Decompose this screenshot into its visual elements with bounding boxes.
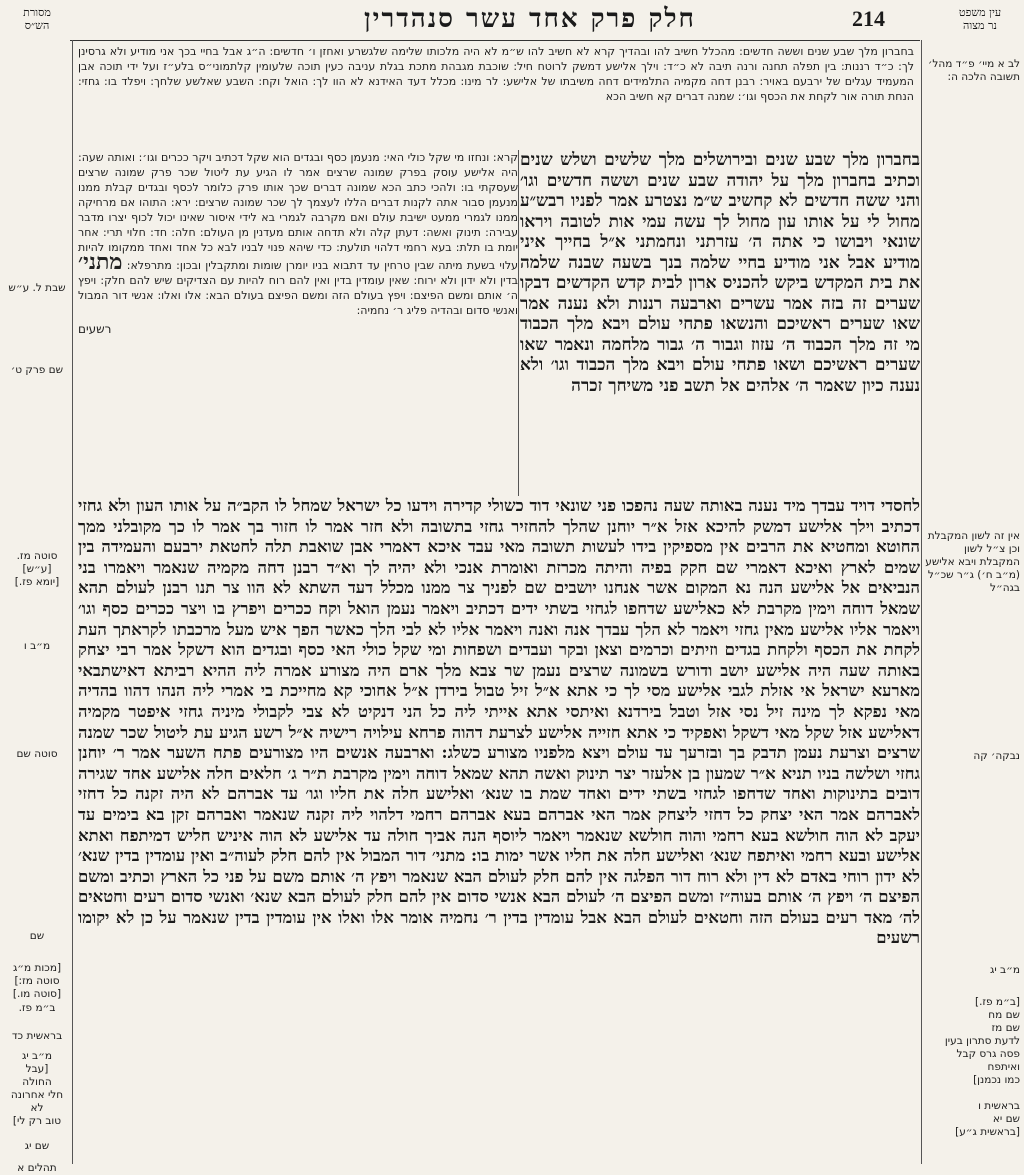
margin-note: סוטה שם — [16, 748, 58, 760]
rashi-side-text: קרא: ונחזו מי שקל כולי האי: מנעמן כסף ובגדים הוא שקל דכתיב ויקר ככרים וגו׳: ואותה שעה: היה אלישע עוסק בפרק שמונה שרצים אמר לו הגיע עת ליטול שכר פרק שמונה שרצים שעסקתי בו: ולהכי כתב הכא שמונה דברים שכך אותו פרק כלומר לכסף ובגדים קבלת ממנו מנעמן סבור אתה לקנות דברים הללו לעצמך לך שכר שמונה שרצים: ירא: התוהו אם מרחיקה ממנו לגמרי ממעט ישיבת עולם ואם מקרבה לגמרי בא לידי איסור שאינו יכול לכוף יצרו מדבר עבירה: תינוק ואשה: דעתן קלה ולא תדחה אותם מעדנין מן העולם: חלה: חד: חלוי תרי: אחר יומת בו תלת: בעא רחמי דלהוי תולעת: כדי שיהא פנוי לבניו לבא כל אחד ואחד ממקומו להיות עלוי בשעת מיתה שבין טרחין עד דתבוא בניו יומרן שומות ומתקבלין ובכון: מתרפלא: — [78, 151, 518, 272]
header-rule — [70, 40, 920, 41]
mishna-heading: מתני׳ — [78, 249, 123, 275]
margin-note: שם — [29, 930, 45, 942]
rashi-side-end-word: רשעים — [78, 322, 112, 336]
gemara-text-upper — [520, 150, 920, 496]
margin-note: תהלים א — [17, 1162, 57, 1174]
page-number: 214 — [852, 6, 885, 31]
right-margin-divider — [921, 40, 922, 1164]
margin-note: מ״ב יג [עבל החולה חלי אחרונה לא טוב רק לי] — [10, 1050, 64, 1127]
left-margin-divider — [72, 40, 73, 1164]
masoret-hashas-margin — [4, 50, 70, 1174]
margin-note: בראשית כד — [11, 1030, 63, 1042]
margin-note: בראשית ו שם יא [בראשית ג״ע] — [955, 1100, 1020, 1138]
rashi-top-text: בחברון מלך שבע שנים וששה חדשים: מהכלל חשיב להו ובהדיך קרא לא חשיב להו ש״מ לא היה מלכותו שלימה שלגשרע ואחזן ו׳ חדשים: ה״ג אבל בחיי בכך אני מודיע ולא גרסינן לך: כ״ד רננות: בין תפלה תחנה ורנה תיבה לא כ״ד: וילך אלישע דמשק לרוטח חיל: שוכבת מגבהת מתכת בגלת עניבה כעין תוכה שלעומין קלתמוני״ס בלע״ז ועל ידי תוכה אבן המעמיד עגלים של ירבעם באויר: רבנן דחה מקמיה התלמידים דחה משיבתו של אלישע: לר מינו: מכלל דעד האידנא לא הוו לך: הואל וקח: השבע שאלשע שלחך: ויפלד בו: גחזי: הנחת תורה אור לקחת את הכסף וגו׳: שמנה דברים קא חשיב הכא — [78, 45, 914, 103]
margin-note: מ״ב יג — [990, 964, 1020, 976]
gemara-text-lower — [78, 496, 920, 1162]
rashi-commentary-top — [78, 44, 914, 150]
gemara-upper-text: בחברון מלך שבע שנים ובירושלים מלך שלשים ושלש שנים וכתיב בחברון מלך על יהודה שבע שנים וששה חדשים וגו׳ והני ששה חדשים לא קחשיב ש״מ נצטרע אמר לפניו רבש״ע מחול לי על אותו עון מחול לך עשה עמי אות לטובה ויראו שונאי ויבושו כי אתה ה׳ עזרתני ונחמתני א״ל בחייך איני מודיע אבל אני מודיע בחיי שלמה בנך בשעה שבנה שלמה את בית המקדש ביקש להכניס ארון לבית קדש הקדשים דבקו שערים זה בזה אמר עשרים וארבעה רננות ולא נענה אמר שאו שערים ראשיכם והנשאו פתחי עולם ויבא מלך הכבוד מי זה מלך הכבוד ה׳ עזוז וגבור ה׳ גבור מלחמה ונאמר שאו שערים ראשיכם ושאו פתחי עולם ויבא מלך הכבוד וגו׳ ולא נענה כיון שאמר ה׳ אלהים אל תשב פני משיחך זכרה — [520, 150, 920, 396]
rashi-commentary-side — [78, 150, 518, 496]
margin-note: שם יג — [24, 1140, 50, 1152]
margin-note: אין זה לשון המקבלת וכן צ״ל לשון המקבלת ויבא אלישע (מ״ב ח׳) ג״ר שכ״ל בגה״ל — [925, 530, 1020, 594]
column-divider — [518, 150, 519, 496]
margin-note: שבת ל. ע״ש — [8, 282, 66, 294]
gemara-lower-text: לחסדי דויד עבדך מיד נענה באותה שעה נהפכו פני שונאי דוד כשולי קדירה וידעו כל ישראל שמחל לו הקב״ה על אותו העון ולא גחזי דכתיב וילך אלישע דמשק להיכא אזל א״ר יוחנן שהלך להחזיר גחזי בתשובה ולא חזר אמר לו חזור בך אמר לו כך מקובלני ממך החוטא ומחטיא את הרבים אין מספיקין בידו לעשות תשובה מאי עבד איכא דאמרי אבן שואבת תלה לחטאת ירבעם והעמידה בין שמים לארץ ואיכא דאמרי שם חקק בפיה והיתה מכרזת ואומרת אנכי ולא יהיה לך וא״ד רבנן דחה מקמיה שנאמר ויאמרו בני הנביאים אל אלישע הנה נא המקום אשר אנחנו יושבים שם לפניך צר ממנו מכלל דעד השתא לא הוו צר תנו רבנן לעולם תהא שמאל דוחה וימין מקרבת לא כאלישע שדחפו לגחזי בשתי ידים דכתיב ויאמר נעמן הואל וקח ככרים ויפרץ בו ויצר ככרים כסף וגו׳ ויאמר אליו אלישע מאין גחזי ויאמר לא הלך עבדך אנה ואנה ויאמר אליו לא לבי הלך כאשר הפך איש מעל מרכבתו לקראתך העת לקחת את הכסף ולקחת בגדים וזיתים וכרמים וצאן ובקר ועבדים ושפחות ומי שקל כולי האי כסף ובגדים הוא דשקל אמר רבי יצחק באותה שעה היה אלישע יושב ודורש בשמונה שרצים נעמן שר צבא מלך ארם היה מצורע אמרה ליה ההיא רביתא דאישתבאי מארעא ישראל אי אזלת לגבי אלישע מסי לך כי אתא א״ל זיל טבול בירדן א״ל אחוכי קא מחייכת בי אמרי ליה הנהו דהוו בהדיה מאי נפקא לך מינה זיל נסי אזל וטבל בירדנא ואיתסי אתא אייתי ליה כל הני דנקיט לא צבי לקבולי מיניה גחזי איפטר מקמיה דאלישע אזל שקל מאי דשקל ואפקיד כי אתא חזייה אלישע לצרעת דהוה פרחא עילויה רישיה א״ל רשע הגיע עת ליטול שכר שמנה שרצים וצרעת נעמן תדבק בך ובזרעך עד עולם ויצא מלפניו מצורע כשלג: וארבעה אנשים היו מצורעים פתח השער אמר ר׳ יוחנן גחזי ושלשה בניו תניא א״ר שמעון בן אלעזר יצר תינוק ואשה תהא שמאל דוחה וימין מקרבת ת״ר ג׳ חלאים חלה אלישע אחד שגירה דובים בתינוקות ואחד שדחפו לגחזי בשתי ידים ואחד שמת בו שנא׳ ואלישע חלה את חליו וגו׳ עד אברהם לא היה זקנה כל דחזי לאברהם אמר האי יצחק כל דחזי ליצחק אמר האי אברהם בעא אברהם רחמי דלהוי ליה זקנה שנאמר ואברהם זקן בא בימים עד יעקב לא הוה חולשא בעא רחמי והוה חולשא שנאמר ויאמר ליוסף הנה אביך חולה עד אלישע לא הוה איניש חליש דמיתפח ואתא אלישע ובעא רחמי ואיתפח שנא׳ ואלישע חלה את חליו אשר ימות בו: מתני׳ דור המבול אין להם חלק לעוה״ב ואין עומדין בדין שנא׳ לא ידון רוחי באדם לא דין ולא רוח דור הפלגה אין להם חלק לעולם הבא שנאמר ויפץ ה׳ אותם משם על פני כל הארץ וכתיב ומשם הפיצם ה׳ ויפץ ה׳ אותם בעוה״ז ומשם הפיצם ה׳ לעולם הבא אנשי סדום אין להם חלק לעולם הבא שנא׳ ואנשי סדום רעים וחטאים לה׳ מאד רעים בעולם הזה וחטאים לעולם הבא אבל עומדין בדין ר׳ נחמיה אומר אלו ואלו אין עומדין בדין שנאמר על כן לא יקומו רשעים — [78, 496, 920, 948]
margin-note: ב״מ פז. — [18, 1002, 56, 1014]
margin-note: לב א מיי׳ פ״ד מהל׳ תשובה הלכה ה: — [928, 58, 1020, 83]
page-title: חלק פרק אחד עשר סנהדרין — [364, 4, 696, 34]
ein-mishpat-margin — [924, 50, 1020, 1160]
margin-note: סוטה מז. [ע״ש] [יומא פז.] — [14, 550, 60, 588]
rashi-side-tail: בדין ולא ידון ולא ירוח: שאין עומדין בדין ואין להם רוח להיות עם הצדיקים שיש להם חלק: ויפץ ה׳ אותם ומשם הפיצם: ויפץ בעולם הזה ומשם הפיצם בעולם הבא: אלו ואלו: אנשי דור המבול ואנשי סדום ובהדיה פליג ר׳ נחמיה: — [78, 274, 518, 317]
margin-note: [ב״מ פז.] שם מח שם מז לדעת סתרון בעין פסה גרס קבל ואיתפח כמו נכמנן] — [944, 996, 1020, 1086]
ein-mishpat-label: עין משפט נר מצוה — [958, 6, 1002, 32]
margin-note: מ״ב ו — [23, 640, 51, 652]
margin-note: נבקה׳ קה — [973, 750, 1020, 762]
margin-note: [מכות מ״ג סוטה מז:] [סוטה מו.] — [12, 962, 62, 1000]
masoret-hashas-label: מסורת הש״ס — [23, 6, 51, 32]
margin-note: שם פרק ט׳ — [10, 364, 64, 376]
